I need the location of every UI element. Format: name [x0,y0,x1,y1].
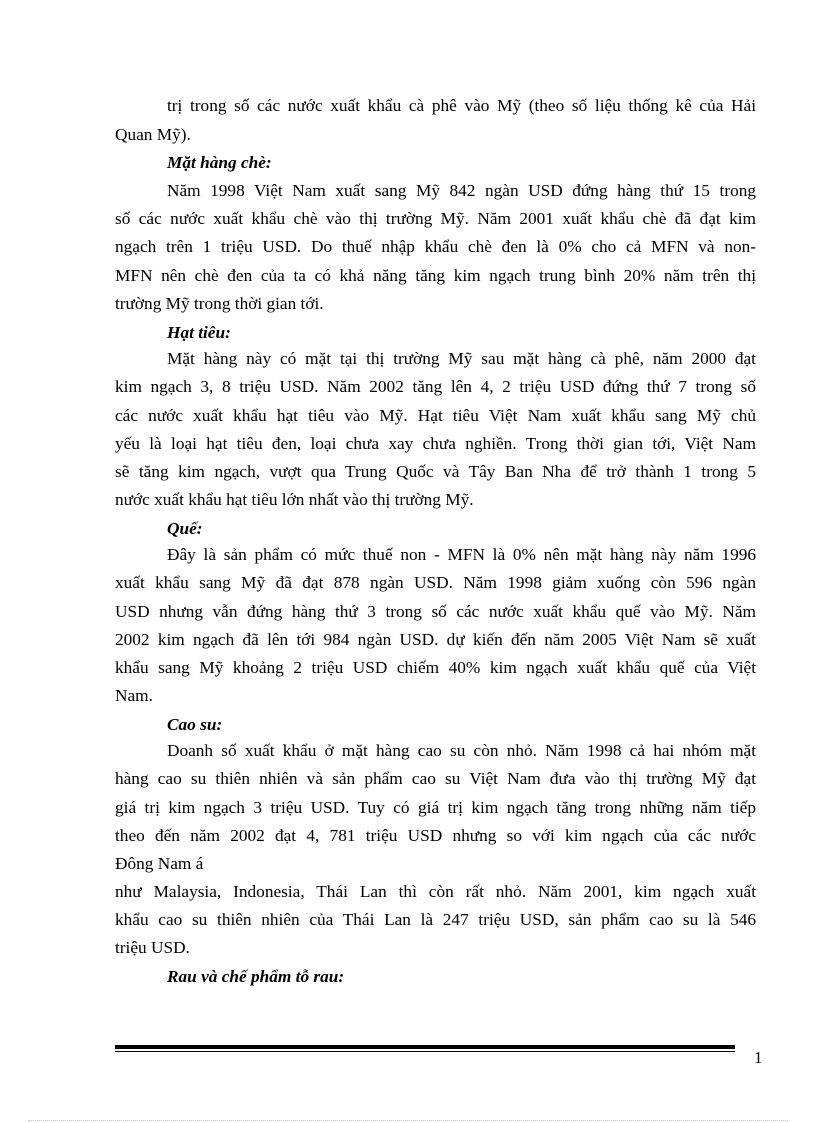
text-line-28: Đông Nam á [115,854,204,873]
text-line-7: MFN nên chè đen của ta có khả năng tăng kim ngạch trung bình 20% năm trên thị [115,266,756,285]
text-line-25: hàng cao su thiên nhiên và sản phẩm cao su Việt Nam đưa vào thị trường Mỹ đạt [115,769,756,788]
text-line-20: 2002 kim ngạch đã lên tới 984 ngàn USD. dự kiến đến năm 2005 Việt Nam sẽ xuất [115,630,756,649]
text-line-1: trị trong số các nước xuất khẩu cà phê vào Mỹ (theo số liệu thống kê của Hải [167,96,756,115]
text-line-11: kim ngạch 3, 8 triệu USD. Năm 2002 tăng lên 4, 2 triệu USD đứng thứ 7 trong số [115,377,756,396]
heading-pepper: Hạt tiêu: [167,323,231,342]
text-line-2: Quan Mỹ). [115,125,191,144]
text-line-31: triệu USD. [115,938,190,957]
text-line-30: khẩu cao su thiên nhiên của Thái Lan là 247 triệu USD, sản phẩm cao su là 546 [115,910,756,929]
text-line-17: Đây là sản phẩm có mức thuế non - MFN là 0% nên mặt hàng này năm 1996 [167,545,756,564]
text-line-27: theo đến năm 2002 đạt 4, 781 triệu USD nhưng so với kim ngạch của các nước [115,826,756,845]
text-line-8: trường Mỹ trong thời gian tới. [115,294,324,313]
text-line-29: như Malaysia, Indonesia, Thái Lan thì còn rất nhỏ. Năm 2001, kim ngạch xuất [115,882,756,901]
text-line-10: Mặt hàng này có mặt tại thị trường Mỹ sau mặt hàng cà phê, năm 2000 đạt [167,349,756,368]
text-line-4: Năm 1998 Việt Nam xuất sang Mỹ 842 ngàn USD đứng hàng thứ 15 trong [167,181,756,200]
text-line-13: yếu là loại hạt tiêu đen, loại chưa xay chưa nghiền. Trong thời gian tới, Việt Nam [115,434,756,453]
footer-rule-thin [115,1051,735,1052]
text-line-5: số các nước xuất khẩu chè vào thị trường Mỹ. Năm 2001 xuất khẩu chè đã đạt kim [115,209,756,228]
footer-rule-thick [115,1045,735,1049]
heading-tea: Mặt hàng chè: [167,153,272,172]
text-line-24: Doanh số xuất khẩu ở mặt hàng cao su còn nhỏ. Năm 1998 cả hai nhóm mặt [167,741,756,760]
text-line-18: xuất khẩu sang Mỹ đã đạt 878 ngàn USD. Năm 1998 giảm xuống còn 596 ngàn [115,573,756,592]
text-line-21: khẩu sang Mỹ khoảng 2 triệu USD chiếm 40% kim ngạch xuất khẩu quế của Việt [115,658,756,677]
heading-cinnamon: Quế: [167,519,203,538]
text-line-12: các nước xuất khẩu hạt tiêu vào Mỹ. Hạt tiêu Việt Nam xuất khẩu sang Mỹ chủ [115,406,756,425]
text-line-14: sẽ tăng kim ngạch, vượt qua Trung Quốc và Tây Ban Nha để trở thành 1 trong 5 [115,462,756,481]
text-line-26: giá trị kim ngạch 3 triệu USD. Tuy có giá trị kim ngạch tăng trong những năm tiếp [115,798,756,817]
heading-vegetables: Rau và chế phẩm tỗ rau: [167,967,345,986]
text-line-19: USD nhưng vẫn đứng hàng thứ 3 trong số các nước xuất khẩu quế vào Mỹ. Năm [115,602,756,621]
text-line-6: ngạch trên 1 triệu USD. Do thuế nhập khẩu chè đen là 0% cho cả MFN và non- [115,237,756,256]
page-boundary-dotted-line [28,1120,788,1121]
text-line-22: Nam. [115,686,153,705]
heading-rubber: Cao su: [167,715,223,734]
text-line-15: nước xuất khẩu hạt tiêu lớn nhất vào thị trường Mỹ. [115,490,474,509]
page-number: 1 [754,1048,763,1067]
